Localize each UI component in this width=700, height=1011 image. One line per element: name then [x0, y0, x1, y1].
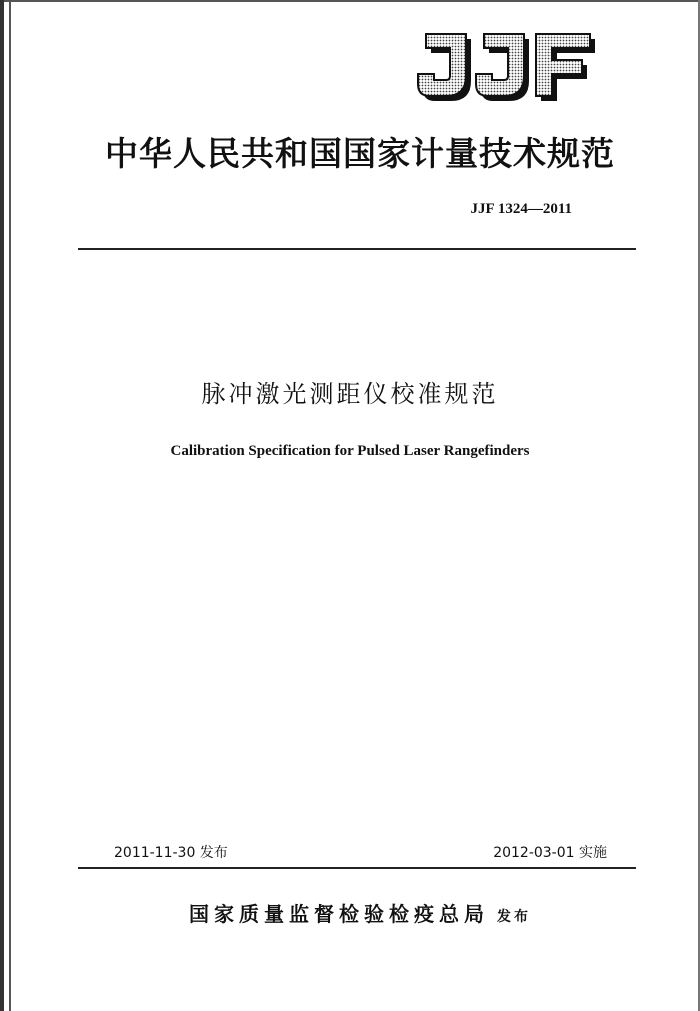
- scan-edge-left: [0, 0, 4, 1011]
- implementation-date: 2012-03-01 实施: [493, 845, 607, 861]
- scan-edge-top: [0, 0, 700, 2]
- publisher-name: 国家质量监督检验检疫总局: [189, 902, 489, 926]
- publisher-action: 发布: [497, 909, 531, 925]
- footer-divider: [78, 867, 636, 869]
- header-divider: [78, 248, 636, 250]
- issue-date: 2011-11-30 发布: [114, 845, 228, 861]
- national-standard-title: 中华人民共和国国家计量技术规范: [105, 134, 615, 173]
- publisher-line: [120, 898, 600, 927]
- document-number: JJF 1324—2011: [470, 201, 572, 217]
- specification-title-english: Calibration Specification for Pulsed Laser Rangefinders: [170, 443, 530, 459]
- jjf-logo: [412, 30, 598, 106]
- scan-edge-left-inner: [9, 0, 11, 1011]
- specification-title-chinese: 脉冲激光测距仪校准规范: [201, 380, 499, 408]
